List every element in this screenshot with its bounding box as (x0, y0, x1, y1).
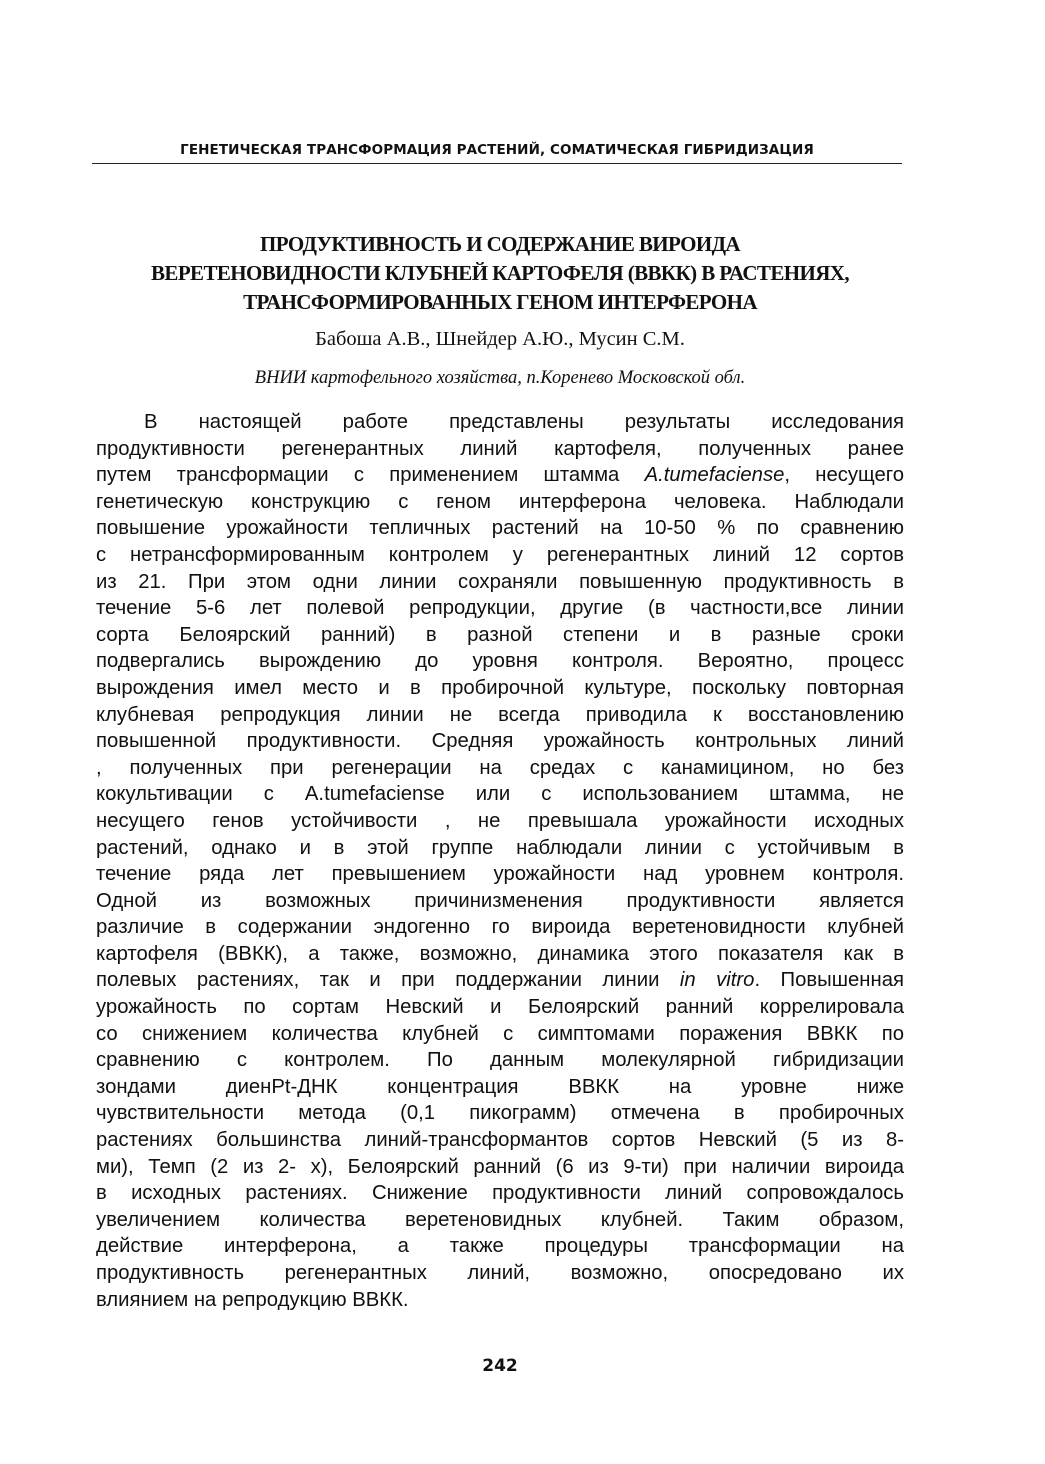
body-line: продуктивности регенерантных линий картофеля, полученных ранее (96, 437, 904, 460)
body-line: ми), Темп (2 из 2- х), Белоярский ранний (6 из 9-ти) при наличии вироида (96, 1155, 904, 1178)
page-number: 242 (482, 1356, 518, 1376)
body-line: растений, однако и в этой группе наблюдали линии с устойчивым в (96, 836, 904, 859)
body-line: продуктивность регенерантных линий, возможно, опосредовано их (96, 1262, 904, 1284)
body-line: с нетрансформированным контролем у регенерантных линий 12 сортов (96, 543, 904, 566)
header-rule (92, 163, 902, 164)
body-line: из 21. При этом одни линии сохраняли повышенную продуктивность в (96, 570, 904, 593)
body-line: увеличением количества веретеновидных клубней. Таким образом, (96, 1208, 904, 1231)
body-line: зондами диенPt-ДНК концентрация ВВКК на уровне ниже (96, 1075, 904, 1098)
body-line: повышенной продуктивности. Средняя урожайность контрольных линий (96, 730, 904, 753)
title-line: ВЕРЕТЕНОВИДНОСТИ КЛУБНЕЙ КАРТОФЕЛЯ (ВВКК) В РАСТЕНИЯХ, (151, 261, 849, 285)
body-line: течение 5-6 лет полевой репродукции, другие (в частности,все линии (96, 597, 904, 620)
affiliation: ВНИИ картофельного хозяйства, п.Коренево Московской обл. (254, 368, 746, 388)
article-title (80, 230, 920, 317)
body-line: Одной из возможных причинизменения продуктивности является (96, 889, 904, 912)
body-line: течение ряда лет превышением урожайности над уровнем контроля. (96, 863, 904, 886)
title-line: ПРОДУКТИВНОСТЬ И СОДЕРЖАНИЕ ВИРОИДА (259, 232, 741, 256)
body-line: В настоящей работе представлены результаты исследования (144, 411, 904, 433)
body-line: картофеля (ВВКК), а также, возможно, динамика этого показателя как в (96, 942, 904, 965)
body-line: полевых растениях, так и при поддержании линии in vitro. Повышенная (96, 969, 904, 992)
body-line: клубневая репродукция линии не всегда приводила к восстановлению (96, 703, 904, 726)
body-line: кокультивации с A.tumefaciense или с использованием штамма, не (96, 783, 904, 806)
body-line: повышение урожайности тепличных растений на 10-50 % по сравнению (96, 517, 904, 540)
body-line: вырождения имел место и в пробирочной культуре, поскольку повторная (96, 676, 904, 699)
title-line: ТРАНСФОРМИРОВАННЫХ ГЕНОМ ИНТЕРФЕРОНА (243, 290, 757, 314)
body-line: чувствительности метода (0,1 пикограмм) отмечена в пробирочных (96, 1102, 904, 1125)
body-line: подвергались вырождению до уровня контроля. Вероятно, процесс (96, 650, 904, 673)
body-line: в исходных растениях. Снижение продуктивности линий сопровождалось (96, 1182, 904, 1205)
body-line: влиянием на репродукцию ВВКК. (96, 1288, 409, 1311)
body-line: несущего генов устойчивости , не превышала урожайности исходных (96, 809, 904, 832)
body-line: растениях большинства линий-трансформантов сортов Невский (5 из 8- (96, 1129, 904, 1152)
body-line: путем трансформации с применением штамма A.tumefaciense, несущего (96, 464, 904, 487)
body-line: различие в содержании эндогенно го вироида веретеновидности клубней (96, 916, 904, 939)
running-head: ГЕНЕТИЧЕСКАЯ ТРАНСФОРМАЦИЯ РАСТЕНИЙ, СОМАТИЧЕСКАЯ ГИБРИДИЗАЦИЯ (180, 142, 814, 158)
body-line: сравнению с контролем. По данным молекулярной гибридизации (96, 1049, 904, 1072)
body-line: со снижением количества клубней с симптомами поражения ВВКК по (96, 1022, 904, 1045)
body-line: генетическую конструкцию с геном интерферона человека. Наблюдали (96, 490, 904, 513)
body-line: урожайность по сортам Невский и Белоярский ранний коррелировала (96, 996, 904, 1019)
body-line: действие интерферона, а также процедуры трансформации на (96, 1235, 904, 1258)
body-line: сорта Белоярский ранний) в разной степени и в разные сроки (96, 623, 904, 646)
abstract-body (96, 409, 904, 1313)
authors: Бабоша А.В., Шнейдер А.Ю., Мусин С.М. (315, 328, 685, 350)
body-line: , полученных при регенерации на средах с канамицином, но без (96, 756, 904, 779)
